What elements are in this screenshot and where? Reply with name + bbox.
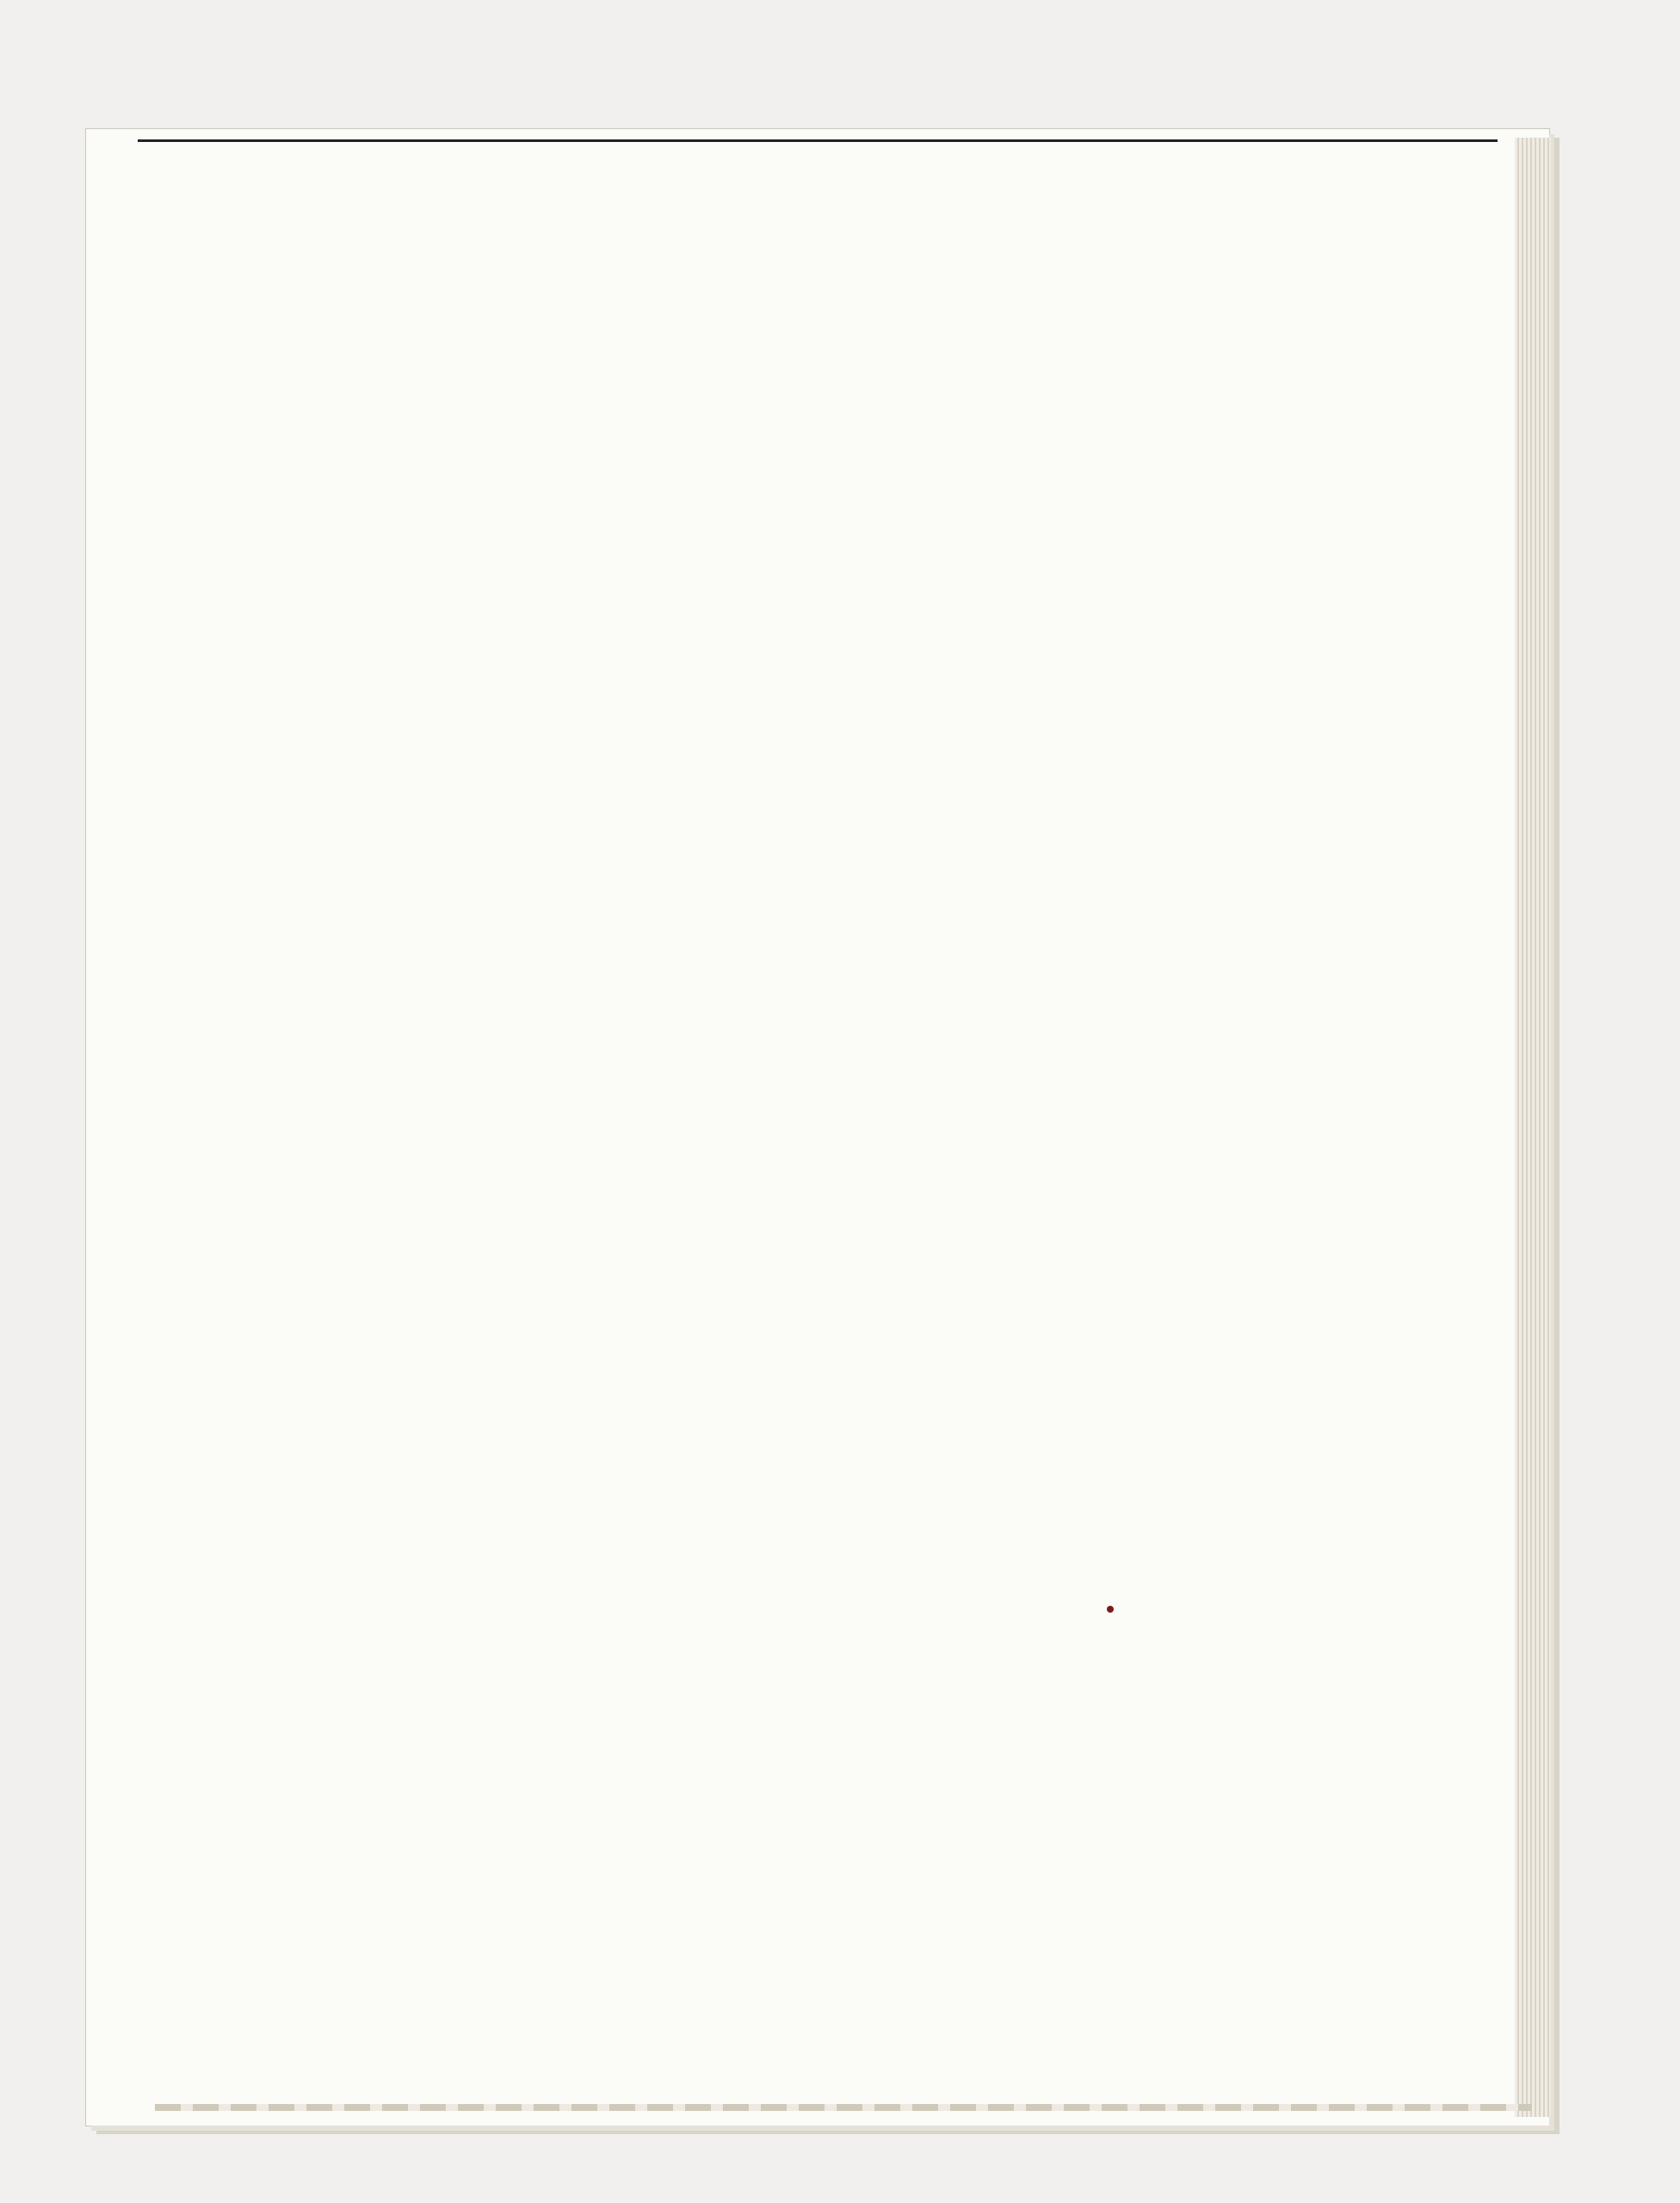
ink-mark [1107, 1606, 1114, 1613]
